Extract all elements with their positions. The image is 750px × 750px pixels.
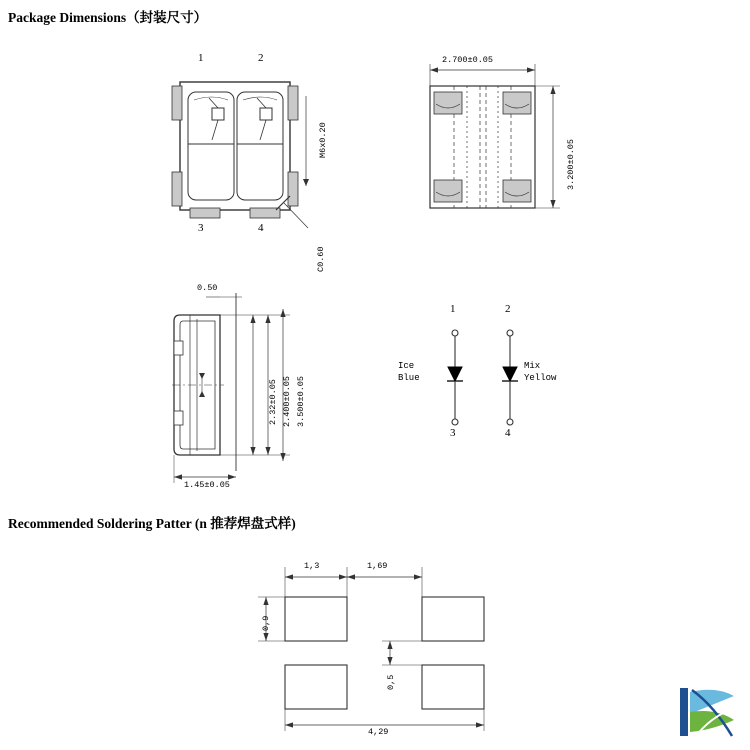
annotation-m6x020: M6x0.20 bbox=[318, 122, 328, 158]
figure-package-side-view bbox=[150, 275, 360, 495]
figure-circuit-diagram bbox=[398, 303, 600, 465]
circuit-pin-label-3: 3 bbox=[450, 427, 456, 439]
circuit-pin-label-2: 2 bbox=[505, 303, 511, 315]
circuit-pin-label-1: 1 bbox=[450, 303, 456, 315]
dimension-height-3500: 3.500±0.05 bbox=[296, 375, 306, 427]
pin-label-2: 2 bbox=[258, 52, 264, 64]
dimension-total-width: 4,29 bbox=[368, 727, 389, 737]
dimension-width-145: 1.45±0.05 bbox=[184, 480, 230, 490]
dimension-height-2400: 2.400±0.05 bbox=[282, 375, 292, 427]
circuit-label-mix: Mix bbox=[524, 361, 541, 371]
annotation-chamfer: C0.60 bbox=[316, 246, 326, 272]
dimension-vertical-gap: 0,5 bbox=[386, 674, 396, 690]
dimension-height-3200: 3.200±0.05 bbox=[566, 138, 576, 190]
dimension-top-050: 0.50 bbox=[197, 283, 218, 293]
circuit-label-blue: Blue bbox=[398, 373, 420, 383]
pin-label-3: 3 bbox=[198, 222, 204, 234]
company-logo bbox=[670, 682, 744, 744]
logo-mark-icon bbox=[670, 682, 744, 744]
package-bottom-view-drawing bbox=[410, 50, 630, 250]
circuit-pin-label-4: 4 bbox=[505, 427, 511, 439]
dimension-pad-height: 0,9 bbox=[261, 615, 271, 631]
figure-package-top-view bbox=[150, 40, 350, 272]
circuit-label-ice: Ice bbox=[398, 361, 415, 371]
dimension-pad-gap: 1,69 bbox=[367, 561, 388, 571]
page-title-recommended-soldering: Recommended Soldering Patter (n 推荐焊盘式样) bbox=[8, 516, 296, 531]
pin-label-4: 4 bbox=[258, 222, 264, 234]
dimension-height-232: 2.32±0.05 bbox=[268, 379, 278, 425]
dimension-width-2700: 2.700±0.05 bbox=[442, 55, 494, 65]
dimension-pad-width: 1,3 bbox=[304, 561, 320, 571]
page-title-package-dimensions: Package Dimensions（封装尺寸） bbox=[8, 10, 208, 25]
package-side-view-drawing bbox=[150, 275, 360, 495]
circuit-diagram-drawing bbox=[420, 315, 600, 465]
circuit-label-yellow: Yellow bbox=[524, 373, 557, 383]
figure-package-bottom-view bbox=[410, 50, 630, 250]
figure-soldering-pattern bbox=[230, 555, 530, 735]
soldering-pattern-drawing bbox=[230, 555, 530, 735]
pin-label-1: 1 bbox=[198, 52, 204, 64]
